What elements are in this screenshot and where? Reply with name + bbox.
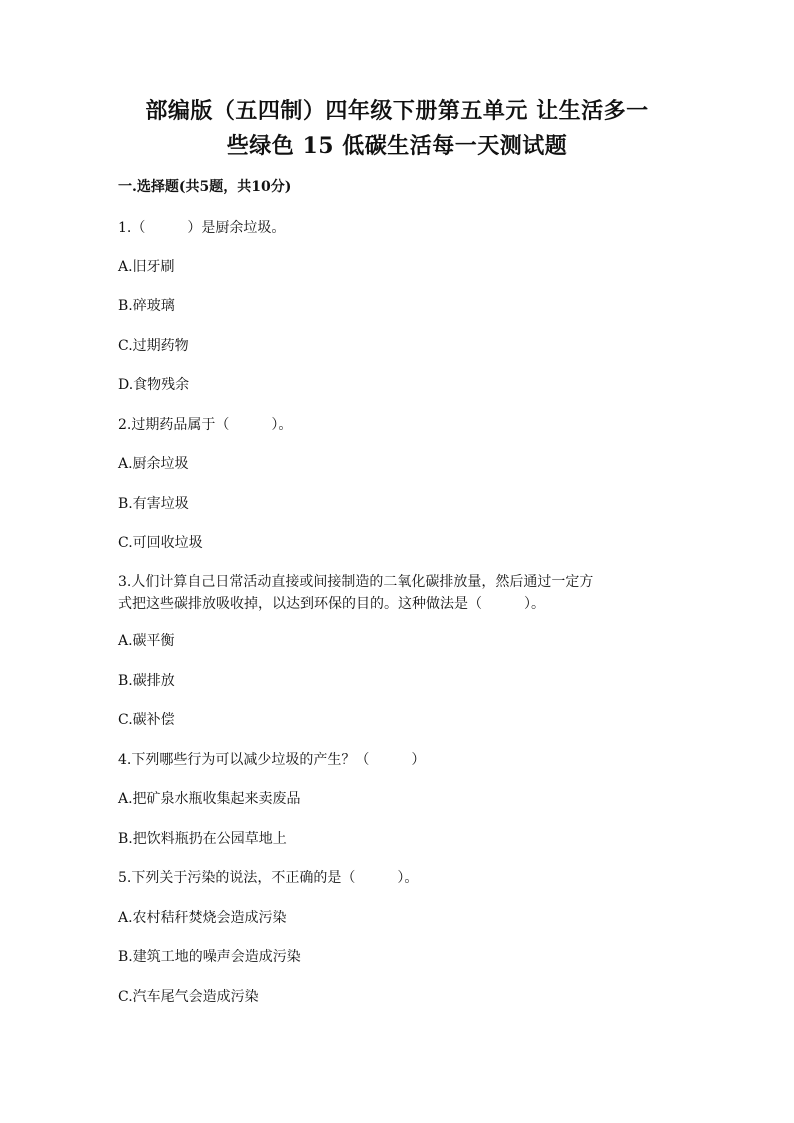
question-3-option-c: C.碳补偿 <box>118 712 175 728</box>
question-5-option-c: C.汽车尾气会造成污染 <box>118 989 259 1005</box>
question-2-option-b: B.有害垃圾 <box>118 496 189 512</box>
question-2-option-a: A.厨余垃圾 <box>118 456 189 472</box>
question-4-option-b: B.把饮料瓶扔在公园草地上 <box>118 831 287 847</box>
page-title-line-2: 些绿色 15 低碳生活每一天测试题 <box>226 133 568 159</box>
question-1-option-c: C.过期药物 <box>118 338 189 354</box>
question-5-stem: 5.下列关于污染的说法，不正确的是（ ）。 <box>118 870 419 886</box>
question-3-stem-line-1: 3.人们计算自己日常活动直接或间接制造的二氧化碳排放量，然后通过一定方 <box>118 574 594 590</box>
question-5-option-b: B.建筑工地的噪声会造成污染 <box>118 949 301 965</box>
question-4-stem: 4.下列哪些行为可以减少垃圾的产生？（ ） <box>118 752 426 768</box>
question-1-option-a: A.旧牙刷 <box>118 259 175 275</box>
question-5-option-a: A.农村秸秆焚烧会造成污染 <box>118 910 287 926</box>
question-4-option-a: A.把矿泉水瓶收集起来卖废品 <box>118 791 301 807</box>
page-title-line-1: 部编版（五四制）四年级下册第五单元 让生活多一 <box>145 98 649 124</box>
question-3-option-a: A.碳平衡 <box>118 633 175 649</box>
question-3-stem-line-2: 式把这些碳排放吸收掉，以达到环保的目的。这种做法是（ ）。 <box>118 596 545 612</box>
question-1-stem: 1.（ ）是厨余垃圾。 <box>118 220 286 236</box>
question-1-option-d: D.食物残余 <box>118 377 190 393</box>
section-heading: 一.选择题(共5题，共10分) <box>118 179 292 195</box>
question-2-stem: 2.过期药品属于（ ）。 <box>118 417 293 433</box>
question-3-option-b: B.碳排放 <box>118 673 175 689</box>
question-2-option-c: C.可回收垃圾 <box>118 535 203 551</box>
question-1-option-b: B.碎玻璃 <box>118 298 175 314</box>
